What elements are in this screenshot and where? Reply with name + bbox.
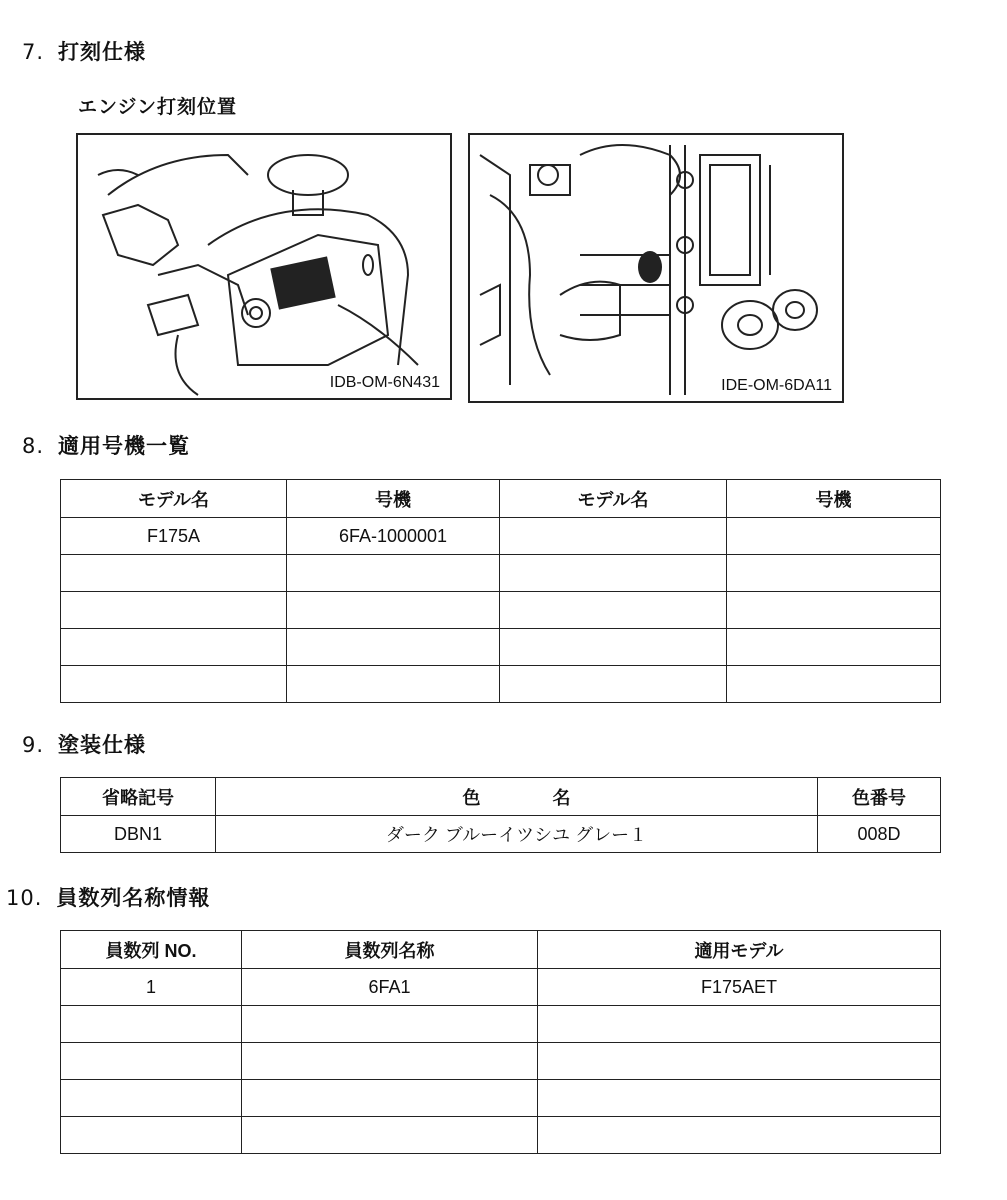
table-row [61,969,941,1006]
table-cell [61,666,287,703]
table-cell [500,592,727,629]
table-cell [727,555,941,592]
header-model-name: モデル名 [500,480,727,518]
header-applicable-model: 適用モデル [538,931,941,969]
table-cell [61,1006,242,1043]
table-cell [61,555,287,592]
table-cell: 008D [818,816,941,853]
engine-stamp-figure-right [468,133,844,403]
table-cell [61,592,287,629]
section-7-subtitle: エンジン打刻位置 [78,96,238,118]
header-color-name: 色 名 [216,778,818,816]
table-row [61,1117,941,1154]
table-row [61,1006,941,1043]
table-row [61,816,941,853]
table-cell [538,1043,941,1080]
section-title: 塗装仕様 [58,733,147,757]
table-row [61,629,941,666]
table-cell [287,592,500,629]
table-cell [242,1117,538,1154]
table-cell [500,629,727,666]
figure-label-left: IDB-OM-6N431 [329,374,440,391]
table-row [61,592,941,629]
table-cell [61,1117,242,1154]
engine-stamp-figure-left [76,133,452,400]
table-cell: DBN1 [61,816,216,853]
section-number: 10. [6,886,43,910]
paint-spec-table [60,777,941,853]
table-cell: 1 [61,969,242,1006]
section-number: 7. [22,40,45,64]
header-color-number: 色番号 [818,778,941,816]
table-cell [727,666,941,703]
table-cell [500,518,727,555]
section-number: 8. [22,434,45,458]
table-cell [538,1006,941,1043]
header-list-name: 員数列名称 [242,931,538,969]
table-cell [242,1080,538,1117]
table-row [61,518,941,555]
header-list-number: 員数列 NO. [61,931,242,969]
table-cell [242,1006,538,1043]
header-serial: 号機 [287,480,500,518]
table-cell [242,1043,538,1080]
table-cell [61,1080,242,1117]
table-cell [538,1117,941,1154]
header-serial: 号機 [727,480,941,518]
table-row [61,555,941,592]
table-cell [61,629,287,666]
section-7-heading [22,36,146,66]
table-cell: 6FA-1000001 [287,518,500,555]
section-8-heading [22,430,190,460]
section-9-heading [22,729,146,759]
table-cell: F175A [61,518,287,555]
engine-drawing-right [470,135,844,403]
header-model-name: モデル名 [61,480,287,518]
section-title: 適用号機一覧 [58,434,191,458]
section-number: 9. [22,733,45,757]
table-cell [61,1043,242,1080]
table-header-row [61,931,941,969]
table-cell [727,592,941,629]
section-title: 員数列名称情報 [56,886,211,910]
engine-drawing-left [78,135,452,400]
table-cell: F175AET [538,969,941,1006]
applicable-serial-table [60,479,941,703]
table-cell [727,629,941,666]
part-list-name-table [60,930,941,1154]
table-cell [500,666,727,703]
table-cell [727,518,941,555]
header-abbreviation: 省略記号 [61,778,216,816]
table-header-row [61,778,941,816]
table-cell: ダーク ブルーイツシユ グレー１ [216,816,818,853]
table-cell: 6FA1 [242,969,538,1006]
section-title: 打刻仕様 [58,40,147,64]
table-cell [287,629,500,666]
table-row [61,1043,941,1080]
table-row [61,666,941,703]
table-header-row [61,480,941,518]
section-10-heading [6,882,210,912]
table-row [61,1080,941,1117]
table-cell [287,666,500,703]
table-cell [287,555,500,592]
table-cell [500,555,727,592]
figure-label-right: IDE-OM-6DA11 [721,377,832,394]
table-cell [538,1080,941,1117]
